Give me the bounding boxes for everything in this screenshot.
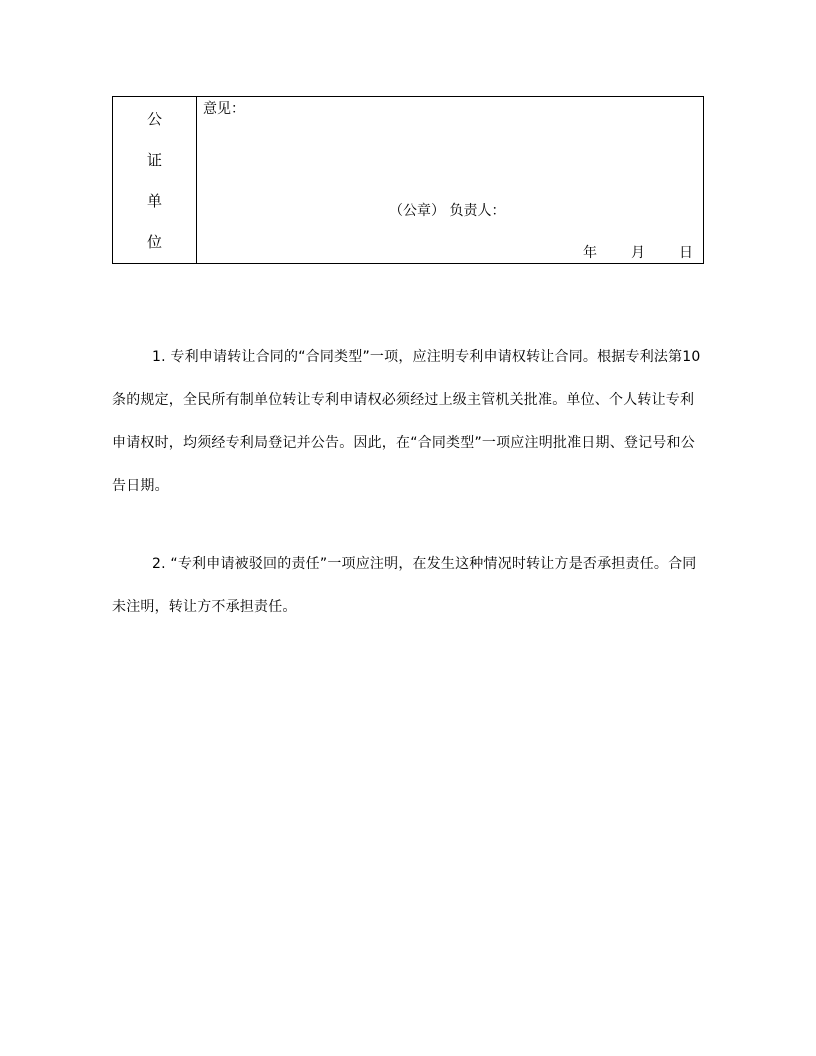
date-month-label: 月 bbox=[631, 245, 645, 261]
date-day-label: 日 bbox=[679, 245, 693, 261]
opinion-label: 意见： bbox=[203, 101, 245, 117]
notary-unit-table bbox=[112, 96, 704, 264]
label-char-4: 位 bbox=[146, 233, 162, 251]
notary-unit-label-cell bbox=[113, 97, 197, 263]
seal-line bbox=[389, 201, 505, 221]
label-char-3: 单 bbox=[146, 192, 162, 210]
note-paragraph-1: 1. 专利申请转让合同的“合同类型”一项，应注明专利申请权转让合同。根据专利法第10条的规定，全民所有制单位转让专利申请权必须经过上级主管机关批准。单位、个人转让专利申请权时，均须经专利局登记并公告。因此，在“合同类型”一项应注明批准日期、登记号和公告日期。 bbox=[112, 349, 701, 494]
label-char-2: 证 bbox=[146, 151, 162, 169]
label-char-1: 公 bbox=[146, 110, 162, 128]
date-year-label: 年 bbox=[583, 245, 597, 261]
note-paragraph-2: 2. “专利申请被驳回的责任”一项应注明，在发生这种情况时转让方是否承担责任。合同未注明，转让方不承担责任。 bbox=[112, 556, 697, 615]
responsible-person-label: 负责人： bbox=[449, 203, 506, 219]
seal-text: （公章） bbox=[389, 203, 445, 219]
date-line bbox=[583, 243, 693, 263]
opinion-cell bbox=[197, 97, 703, 263]
